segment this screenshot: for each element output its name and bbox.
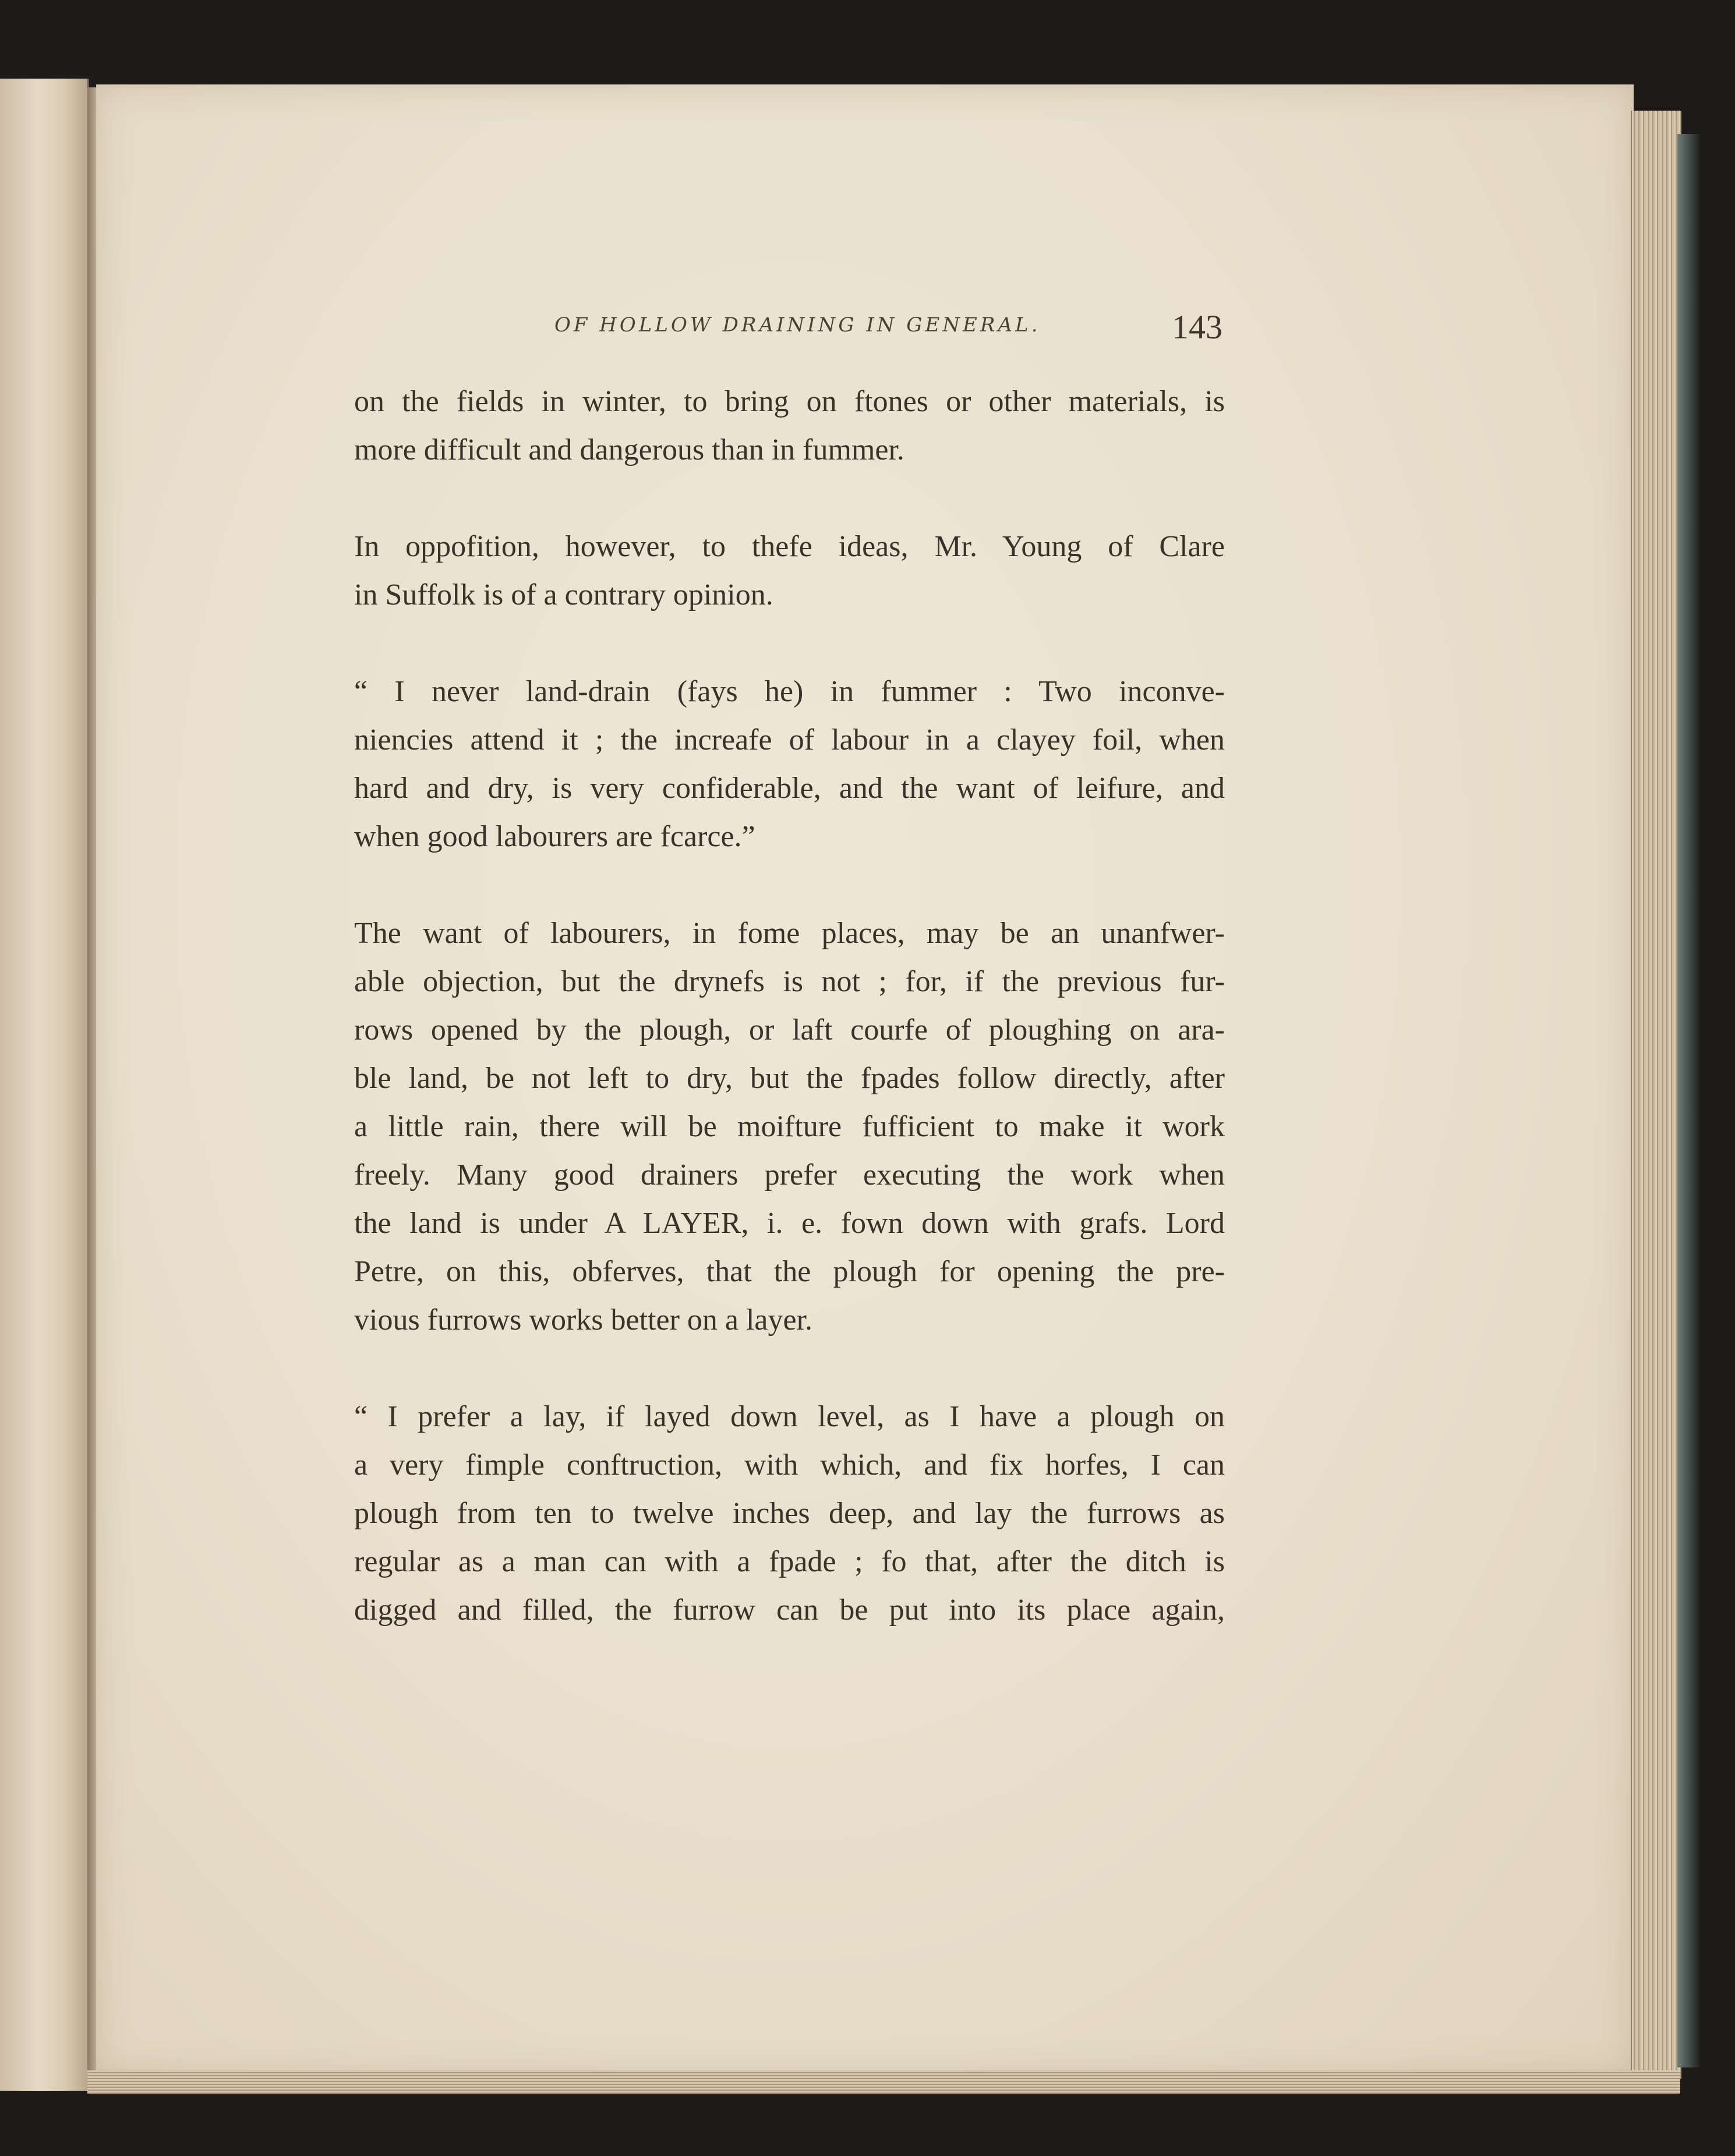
page-bottom-edge	[87, 2070, 1680, 2094]
text-line: freely. Many good drainers prefer executing the work when	[354, 1158, 1225, 1192]
text-line: plough from ten to twelve inches deep, and lay the furrows as	[354, 1497, 1225, 1530]
text-line: more difficult and dangerous than in fummer.	[354, 433, 904, 466]
text-line: ble land, be not left to dry, but the fpades follow directly, after	[354, 1062, 1225, 1095]
text-line: the land is under A LAYER, i. e. fown down with grafs. Lord	[354, 1207, 1225, 1240]
paragraph-5	[354, 1392, 1225, 1634]
text-line: The want of labourers, in fome places, may be an unanfwer-	[354, 917, 1225, 950]
facing-page-edge	[0, 79, 89, 2091]
running-head: OF HOLLOW DRAINING IN GENERAL.	[554, 313, 1041, 337]
text-line: niencies attend it ; the increafe of labour in a clayey foil, when	[354, 723, 1225, 757]
text-line: digged and filled, the furrow can be put into its place again,	[354, 1593, 1225, 1627]
text-line: a little rain, there will be moifture fufficient to make it work	[354, 1110, 1225, 1143]
text-line: Petre, on this, obferves, that the plough for opening the pre-	[354, 1255, 1225, 1288]
paragraph-2	[354, 522, 1225, 619]
text-line: when good labourers are fcarce.”	[354, 820, 755, 853]
text-line: on the fields in winter, to bring on ftones or other materials, is	[354, 385, 1225, 418]
text-line: “ I prefer a lay, if layed down level, as I have a plough on	[354, 1400, 1225, 1433]
page-fore-edge	[1631, 111, 1681, 2079]
paragraph-3	[354, 667, 1225, 861]
text-line: vious furrows works better on a layer.	[354, 1303, 813, 1337]
paragraph-1	[354, 377, 1225, 474]
text-line: a very fimple conftruction, with which, and fix horfes, I can	[354, 1448, 1225, 1482]
text-line: hard and dry, is very confiderable, and the want of leifure, and	[354, 772, 1225, 805]
body-text	[354, 377, 1225, 1634]
paragraph-4	[354, 909, 1225, 1344]
text-line: in Suffolk is of a contrary opinion.	[354, 578, 773, 612]
text-line: rows opened by the plough, or laft courfe of ploughing on ara-	[354, 1013, 1225, 1047]
text-line: able objection, but the drynefs is not ; for, if the previous fur-	[354, 965, 1225, 998]
text-line: In oppofition, however, to thefe ideas, Mr. Young of Clare	[354, 530, 1225, 563]
text-line: regular as a man can with a fpade ; fo that, after the ditch is	[354, 1545, 1225, 1578]
book-cover-edge	[1677, 134, 1701, 2067]
text-line: “ I never land-drain (fays he) in fummer : Two inconve-	[354, 675, 1225, 708]
page-number: 143	[1172, 308, 1222, 346]
